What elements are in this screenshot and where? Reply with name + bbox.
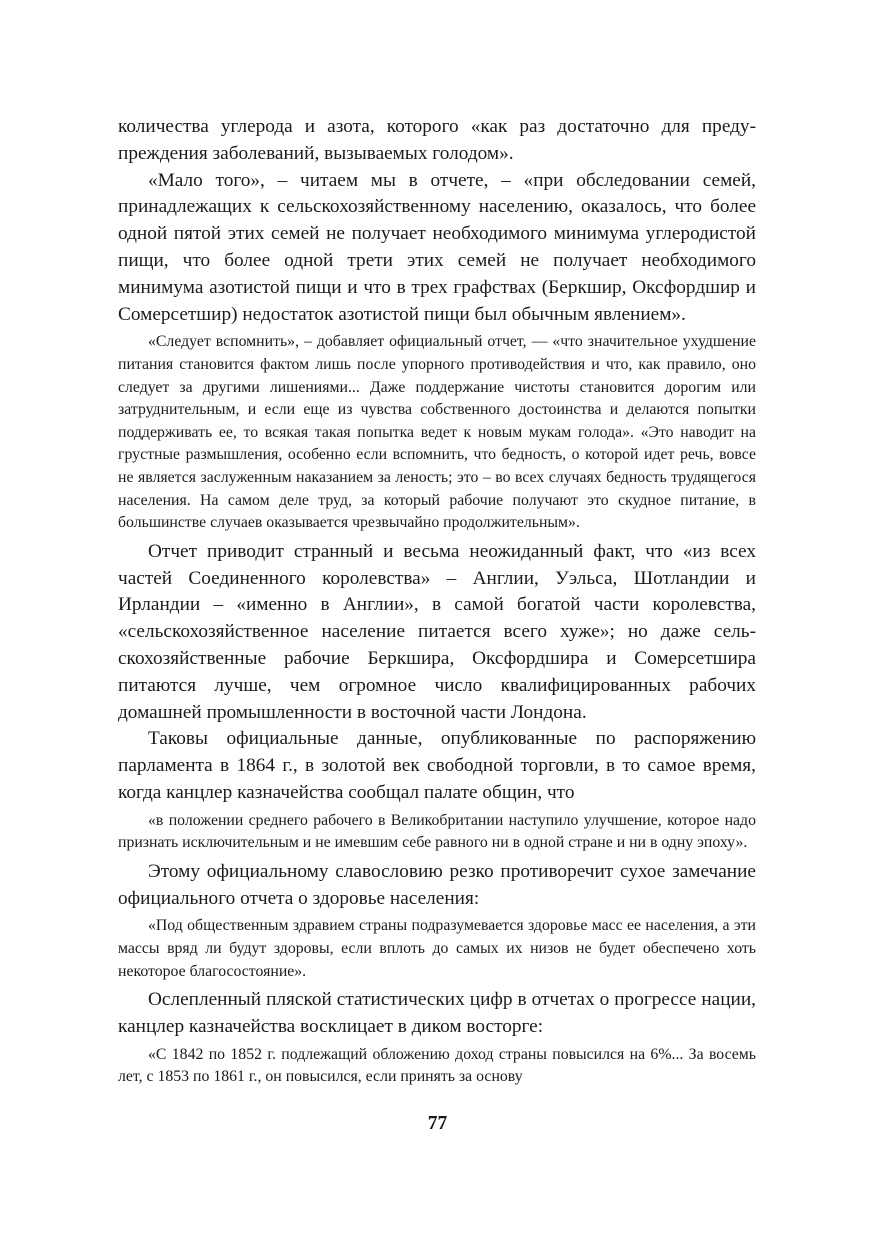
block-quote: «Под общественным здравием страны подразумевается здоровье масс ее населения, а эти массы вряд ли будут здоровы, если вплоть до самых их низов не будет обеспечено хоть некоторое благосостояние».: [118, 917, 756, 980]
page-body: [118, 114, 756, 1093]
paragraph: Этому официальному славословию резко противоречит сухое замечание официального отчета о здоровье населения:: [118, 860, 756, 909]
block-quote: «в положении среднего рабочего в Великобритании наступило улучшение, которое надо признать исключительным и не имевшим себе равного ни в одной стране и ни в одну эпоху».: [118, 811, 756, 852]
block-quote: «Следует вспомнить», – добавляет официальный отчет, — «что значительное ухудшение питания становится фактом лишь после упорного противодействия и что, как правило, оно следует за другими лишениями... Даже поддержание чистоты становится дорогим или затруднительным, и если еще из чувства собственного достоинства и делаются попытки поддерживать ее, то всякая такая попытка ведет к новым мукам голода». «Это наводит на грустные размышления, особенно если вспомнить, что бедность, о которой идет речь, вовсе не является заслуженным наказанием за леность; это – во всех случаях бедность трудящегося населения. На самом деле труд, за который рабочие получают это скудное питание, в большинстве случаев оказывается чрезвычайно продолжительным».: [118, 333, 756, 532]
paragraph: количества углерода и азота, которого «как раз достаточно для предупреждения заболеваний, вызываемых голодом».: [118, 116, 756, 164]
paragraph: Отчет приводит странный и весьма неожиданный факт, что «из всех частей Соединенного королевства» – Англии, Уэльса, Шотландии и Ирландии – «именно в Англии», в самой богатой части королевства, «сельскохозяйственное население питается всего хуже»; но даже сельскохозяйственные рабочие Беркшира, Оксфордшира и Сомерсетшира питаются лучше, чем огромное число квалифицированных рабочих домашней промышленности в восточной части Лондона.: [118, 540, 756, 723]
paragraph: Таковы официальные данные, опубликованные по распоряжению парламента в 1864 г., в золотой век свободной торговли, в то самое время, когда канцлер казначейства сообщал палате общин, что: [118, 728, 756, 803]
paragraph: Ослепленный пляской статистических цифр в отчетах о прогрессе нации, канцлер казначейства восклицает в диком восторге:: [118, 989, 756, 1038]
paragraph: «Мало того», – читаем мы в отчете, – «при обследовании семей, принадлежащих к сельскохозяйственному населению, оказалось, что более одной пятой этих семей не получает необходимого минимума углеродистой пищи, что более одной трети этих семей не получает необходимого минимума азотистой пищи и что в трех графствах (Беркшир, Оксфордшир и Сомерсетшир) недостаток азотистой пищи был обычным явлением».: [118, 169, 756, 325]
page-number: 77: [427, 1113, 448, 1134]
block-quote: «С 1842 по 1852 г. подлежащий обложению доход страны повысился на 6%... За восемь лет, с 1853 по 1861 г., он повысился, если принять за основу: [118, 1045, 756, 1086]
